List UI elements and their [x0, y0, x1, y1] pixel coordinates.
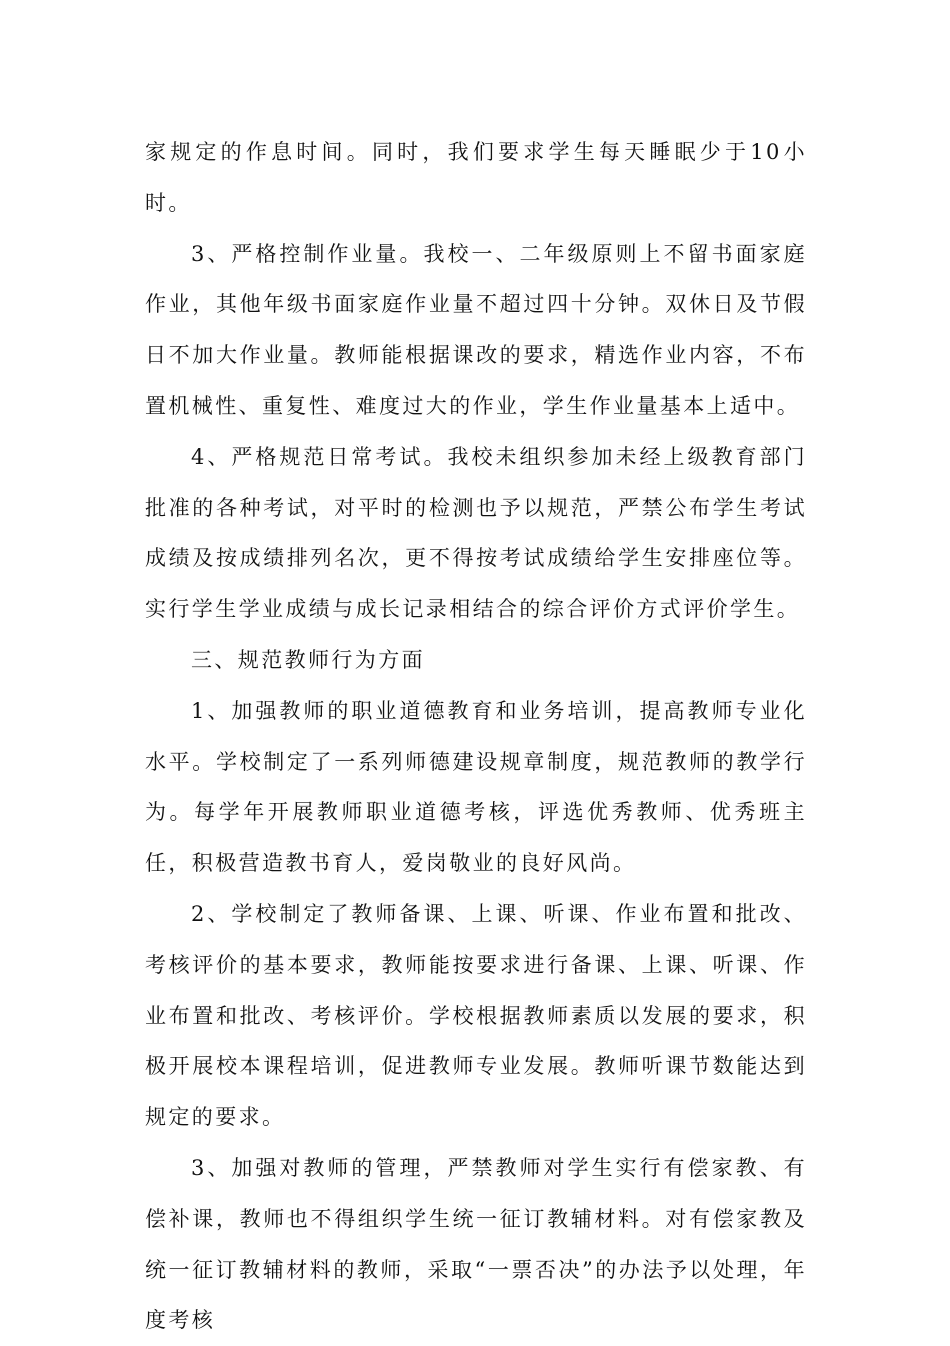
paragraph-homework-control: 3、严格控制作业量。我校一、二年级原则上不留书面家庭作业，其他年级书面家庭作业量不超过四十分钟。双休日及节假日不加大作业量。教师能根据课改的要求，精选作业内容，不布置机械性、重复性、难度过大的作业，学生作业量基本上适中。: [145, 241, 807, 418]
paragraph-teaching-requirements: 2、学校制定了教师备课、上课、听课、作业布置和批改、考核评价的基本要求，教师能按要求进行备课、上课、听课、作业布置和批改、考核评价。学校根据教师素质以发展的要求，积极开展校本课程培训，促进教师专业发展。教师听课节数能达到规定的要求。: [145, 901, 807, 1130]
paragraph-exam-regulation: 4、严格规范日常考试。我校未组织参加未经上级教育部门批准的各种考试，对平时的检测也予以规范，严禁公布学生考试成绩及按成绩排列名次，更不得按考试成绩给学生安排座位等。实行学生学业成绩与成长记录相结合的综合评价方式评价学生。: [145, 444, 807, 622]
paragraph-teacher-management: 3、加强对教师的管理，严禁教师对学生实行有偿家教、有偿补课，教师也不得组织学生统一征订教辅材料。对有偿家教及统一征订教辅材料的教师，采取“一票否决”的办法予以处理，年度考核: [145, 1155, 807, 1333]
paragraph-continued-schedule: 家规定的作息时间。同时，我们要求学生每天睡眠少于10小时。: [145, 140, 807, 215]
paragraph-teacher-ethics: 1、加强教师的职业道德教育和业务培训，提高教师专业化水平。学校制定了一系列师德建设规章制度，规范教师的教学行为。每学年开展教师职业道德考核，评选优秀教师、优秀班主任，积极营造教书育人，爱岗敬业的良好风尚。: [145, 698, 807, 876]
document-body: [145, 127, 807, 1346]
section-heading-teacher-conduct: 三、规范教师行为方面: [191, 647, 425, 672]
